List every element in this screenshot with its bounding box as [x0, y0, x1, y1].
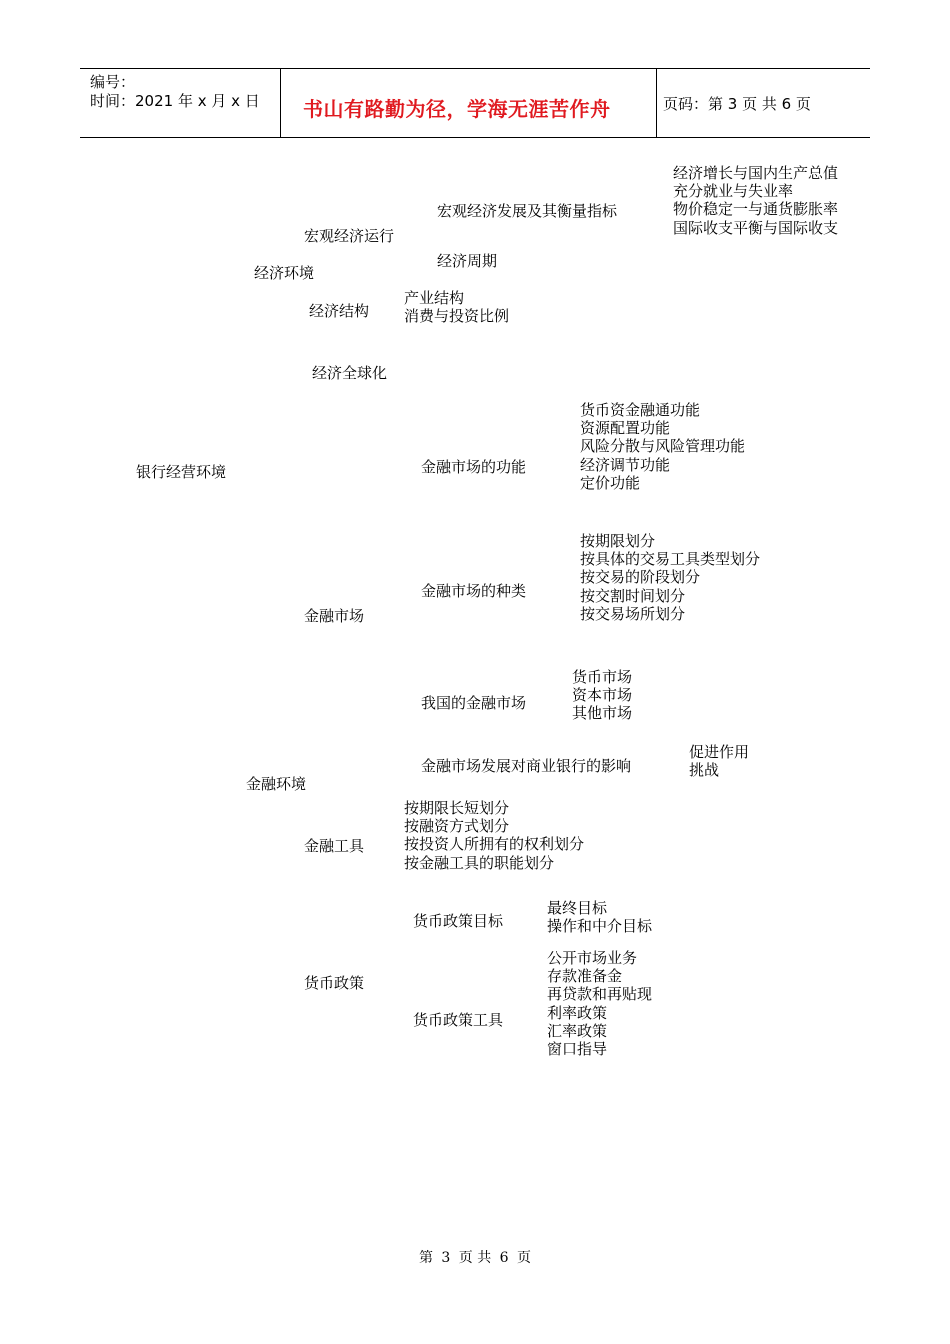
tool-list — [404, 799, 584, 872]
financial-env-node: 金融环境 — [246, 775, 307, 793]
list-item: 其他市场 — [572, 704, 633, 723]
list-item: 货币市场 — [572, 668, 633, 686]
economic-env-node: 经济环境 — [254, 264, 315, 282]
financial-tools-node: 金融工具 — [304, 837, 365, 855]
impact-list — [689, 743, 749, 779]
header-page-cell — [657, 69, 870, 137]
list-item: 产业结构 — [404, 289, 465, 307]
market-functions-node: 金融市场的功能 — [421, 458, 527, 476]
list-item: 资本市场 — [572, 686, 633, 705]
list-item: 窗口指导 — [547, 1040, 608, 1059]
type-list — [580, 532, 760, 623]
list-item: 汇率政策 — [547, 1021, 608, 1040]
goal-list — [547, 899, 652, 935]
list-item: 存款准备金 — [547, 967, 623, 986]
header-motto-cell — [281, 69, 657, 137]
page-header — [80, 68, 870, 138]
list-item: 利率政策 — [547, 1003, 608, 1022]
footer-page-number: 3 — [441, 1250, 451, 1266]
macro-indicators-node: 宏观经济发展及其衡量指标 — [437, 202, 618, 220]
page-info: 页码：第 3 页 共 6 页 — [663, 95, 811, 113]
list-item: 定价功能 — [580, 473, 641, 492]
list-item: 按具体的交易工具类型划分 — [580, 550, 761, 569]
list-item: 再贷款和再贴现 — [547, 985, 653, 1004]
list-item: 挑战 — [689, 761, 720, 780]
policy-tools-node: 货币政策工具 — [413, 1011, 504, 1029]
policy-tool-list — [547, 949, 652, 1058]
financial-market-node: 金融市场 — [304, 607, 365, 625]
policy-goals-node: 货币政策目标 — [413, 912, 504, 930]
tree-root: 银行经营环境 — [136, 463, 227, 481]
economic-structure-node: 经济结构 — [309, 302, 370, 320]
macro-indicator-list — [673, 164, 838, 237]
market-impact-node: 金融市场发展对商业银行的影响 — [421, 757, 632, 775]
list-item: 物价稳定一与通货膨胀率 — [673, 200, 839, 219]
header-meta-cell — [80, 69, 281, 137]
list-item: 货币资金融通功能 — [580, 401, 701, 419]
china-market-node: 我国的金融市场 — [421, 694, 527, 712]
motto-text: 书山有路勤为径，学海无涯苦作舟 — [303, 97, 611, 121]
list-item: 按交易的阶段划分 — [580, 568, 701, 587]
footer-mid: 页 共 — [458, 1250, 492, 1266]
list-item: 充分就业与失业率 — [673, 182, 794, 201]
structure-list — [404, 289, 509, 325]
number-label: 编号： — [90, 73, 136, 91]
list-item: 国际收支平衡与国际收支 — [673, 218, 839, 237]
page-footer — [0, 1247, 950, 1267]
monetary-policy-node: 货币政策 — [304, 974, 365, 992]
footer-prefix: 第 — [418, 1250, 433, 1266]
list-item: 操作和中介目标 — [547, 917, 653, 936]
list-item: 按交割时间划分 — [580, 586, 686, 605]
economic-cycle-node: 经济周期 — [437, 252, 498, 270]
globalization-node: 经济全球化 — [312, 364, 388, 382]
list-item: 消费与投资比例 — [404, 307, 510, 326]
list-item: 按金融工具的职能划分 — [404, 853, 555, 872]
list-item: 促进作用 — [689, 743, 750, 761]
list-item: 按投资人所拥有的权利划分 — [404, 835, 585, 854]
footer-total-pages: 6 — [499, 1250, 509, 1266]
china-market-list — [572, 668, 632, 723]
function-list — [580, 401, 745, 492]
list-item: 公开市场业务 — [547, 949, 638, 967]
list-item: 经济调节功能 — [580, 455, 671, 474]
macro-operation-node: 宏观经济运行 — [304, 227, 395, 245]
list-item: 按交易场所划分 — [580, 604, 686, 623]
list-item: 最终目标 — [547, 899, 608, 917]
list-item: 按期限划分 — [580, 532, 656, 550]
list-item: 风险分散与风险管理功能 — [580, 437, 746, 456]
market-types-node: 金融市场的种类 — [421, 582, 527, 600]
list-item: 按期限长短划分 — [404, 799, 510, 817]
time-label: 时间：2021 年 x 月 x 日 — [90, 92, 260, 110]
list-item: 经济增长与国内生产总值 — [673, 164, 839, 182]
footer-suffix: 页 — [517, 1250, 532, 1266]
list-item: 资源配置功能 — [580, 419, 671, 438]
list-item: 按融资方式划分 — [404, 817, 510, 836]
